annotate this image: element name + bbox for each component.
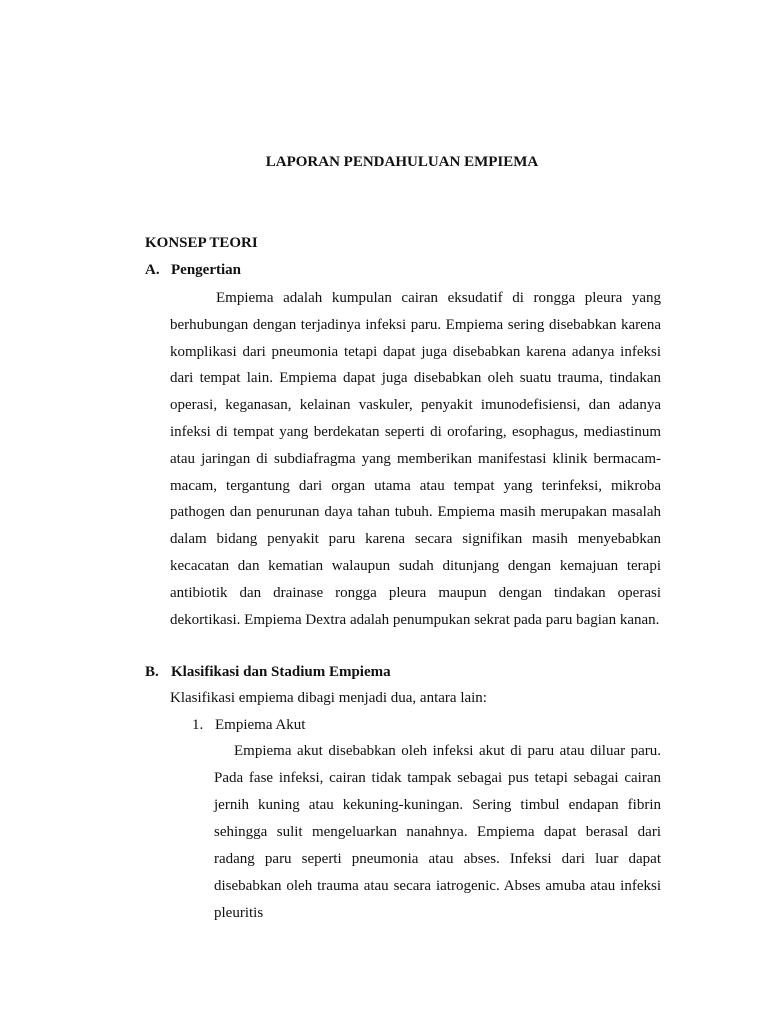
document-title: LAPORAN PENDAHULUAN EMPIEMA (265, 154, 539, 170)
list-item-paragraph: Empiema akut disebabkan oleh infeksi akut di paru atau diluar paru. Pada fase infeksi, cairan tidak tampak sebagai pus tetapi sebagai cairan jernih kuning atau kekuning-kuningan. Sering timbul endapan fibrin sehingga sulit mengeluarkan nanahnya. Empiema dapat berasal dari radang paru seperti pneumonia atau abses. Infeksi dari luar dapat disebabkan oleh trauma atau secara iatrogenic. Abses amuba atau infeksi pleuritis (214, 743, 661, 921)
list-item-heading (192, 717, 305, 734)
subsection-b-title: Klasifikasi dan Stadium Empiema (171, 664, 391, 680)
subsection-a-title: Pengertian (171, 262, 241, 278)
section-heading: KONSEP TEORI (145, 235, 258, 251)
list-item-title: Empiema Akut (215, 717, 306, 733)
list-item-number: 1. (192, 717, 204, 733)
subsection-b-label: B. (145, 664, 159, 680)
subsection-a-heading (145, 262, 241, 279)
subsection-b-intro: Klasifikasi empiema dibagi menjadi dua, antara lain: (170, 690, 487, 706)
subsection-a-paragraph: Empiema adalah kumpulan cairan eksudatif di rongga pleura yang berhubungan dengan terjadinya infeksi paru. Empiema sering disebabkan karena komplikasi dari pneumonia tetapi dapat juga disebabkan karena adanya infeksi dari tempat lain. Empiema dapat juga disebabkan oleh suatu trauma, tindakan operasi, keganasan, kelainan vaskuler, penyakit imunodefisiensi, dan adanya infeksi di tempat yang berdekatan seperti di orofaring, esophagus, mediastinum atau jaringan di subdiafragma yang memberikan manifestasi klinik bermacam-macam, tergantung dari organ utama atau tempat yang terinfeksi, mikroba pathogen dan penurunan daya tahan tubuh. Empiema masih merupakan masalah dalam bidang penyakit paru karena secara signifikan masih menyebabkan kecacatan dan kematian walaupun sudah ditunjang dengan kemajuan terapi antibiotik dan drainase rongga pleura maupun dengan tindakan operasi dekortikasi. Empiema Dextra adalah penumpukan sekrat pada paru bagian kanan. (170, 290, 661, 628)
subsection-a-label: A. (145, 262, 160, 278)
subsection-b-heading (145, 664, 391, 681)
